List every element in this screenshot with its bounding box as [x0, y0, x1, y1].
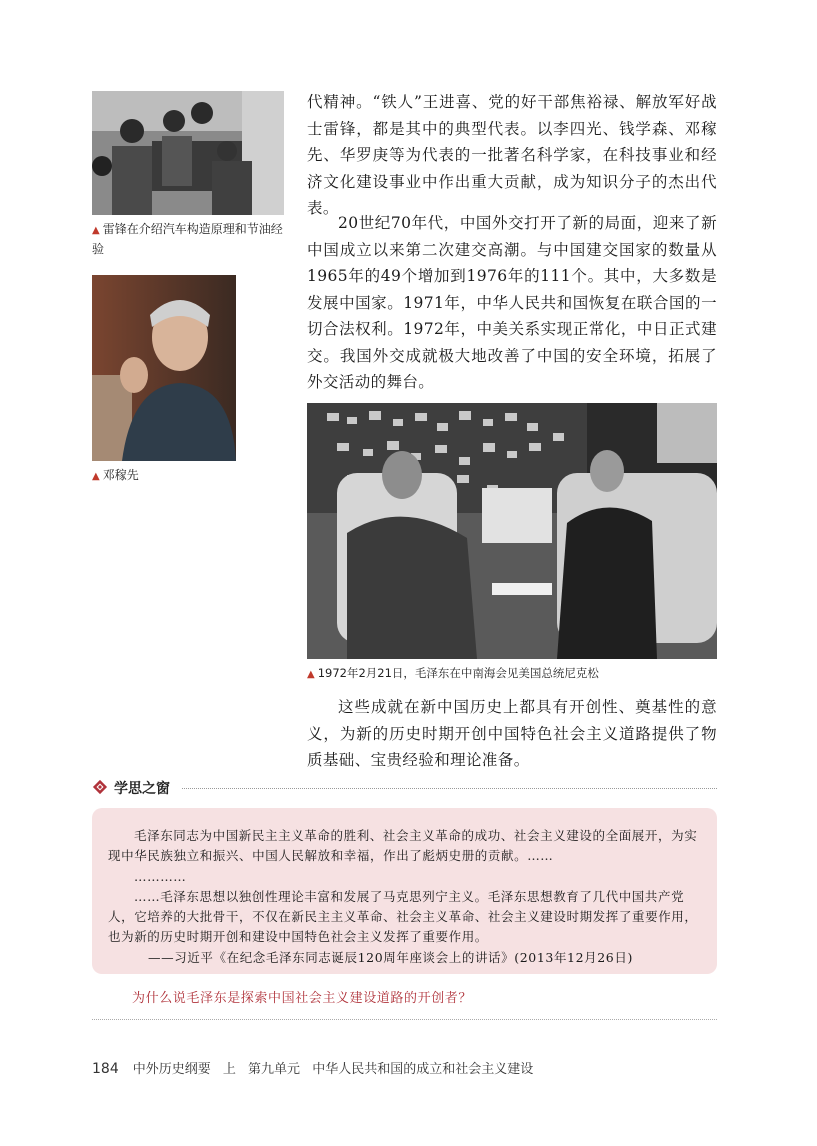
- mao-nixon-photo: [307, 403, 717, 659]
- body-paragraph-1: 代精神。“铁人”王进喜、党的好干部焦裕禄、解放军好战士雷锋，都是其中的典型代表。以李四光、钱学森、邓稼先、华罗庚等为代表的一批著名科学家，在科技事业和经济文化建设事业中作出重大贡献，成为知识分子的杰出代表。: [307, 93, 717, 217]
- page-footer: [92, 1058, 533, 1077]
- book-volume: 上: [222, 1062, 236, 1077]
- page-number: 184: [92, 1061, 119, 1077]
- caption-marker-icon: ▲: [92, 471, 100, 482]
- deng-jiaxian-photo: [92, 275, 236, 461]
- diamond-ornament-icon: [92, 779, 108, 795]
- unit-label: 第九单元: [248, 1062, 301, 1077]
- quote-box: [92, 808, 717, 974]
- lei-feng-caption: ▲ 雷锋在介绍汽车构造原理和节油经验: [92, 222, 283, 256]
- caption-marker-icon: ▲: [307, 669, 315, 680]
- body-paragraph-3: 这些成就在新中国历史上都具有开创性、奠基性的意义，为新的历史时期开创中国特色社会主义道路提供了物质基础、宝贵经验和理论准备。: [307, 698, 717, 769]
- study-window-title: 学思之窗: [114, 781, 170, 797]
- unit-title: 中华人民共和国的成立和社会主义建设: [312, 1062, 534, 1077]
- book-title: 中外历史纲要: [132, 1062, 211, 1077]
- study-window-header: [92, 778, 717, 798]
- quote-paragraph-2: ……毛泽东思想以独创性理论丰富和发展了马克思列宁主义。毛泽东思想教育了几代中国共产党人，它培养的大批骨干，不仅在新民主主义革命、社会主义革命、社会主义建设时期发挥了重要作用，也为新的历史时期开创和建设中国特色社会主义发挥了重要作用。: [108, 889, 698, 944]
- caption-marker-icon: ▲: [92, 225, 100, 236]
- quote-ellipsis: …………: [134, 869, 187, 884]
- thinking-question: 为什么说毛泽东是探索中国社会主义建设道路的开创者？: [132, 991, 473, 1006]
- deng-jiaxian-caption: ▲ 邓稼先: [92, 468, 139, 482]
- mao-nixon-caption: ▲ 1972年2月21日，毛泽东在中南海会见美国总统尼克松: [307, 666, 599, 680]
- quote-source: ——习近平《在纪念毛泽东同志诞辰120周年座谈会上的讲话》(2013年12月26日): [148, 950, 633, 965]
- quote-paragraph-1: 毛泽东同志为中国新民主主义革命的胜利、社会主义革命的成功、社会主义建设的全面展开，为实现中华民族独立和振兴、中国人民解放和幸福，作出了彪炳史册的贡献。……: [108, 828, 698, 863]
- lei-feng-photo: [92, 91, 284, 215]
- body-paragraph-2: 20世纪70年代，中国外交打开了新的局面，迎来了新中国成立以来第二次建交高潮。与中国建交国家的数量从1965年的49个增加到1976年的111个。其中，大多数是发展中国家。1971年，中华人民共和国恢复在联合国的一切合法权利。1972年，中美关系实现正常化，中日正式建交。我国外交成就极大地改善了中国的安全环境，拓展了外交活动的舞台。: [307, 214, 717, 391]
- section-divider: [92, 1019, 717, 1020]
- header-divider: [182, 788, 717, 789]
